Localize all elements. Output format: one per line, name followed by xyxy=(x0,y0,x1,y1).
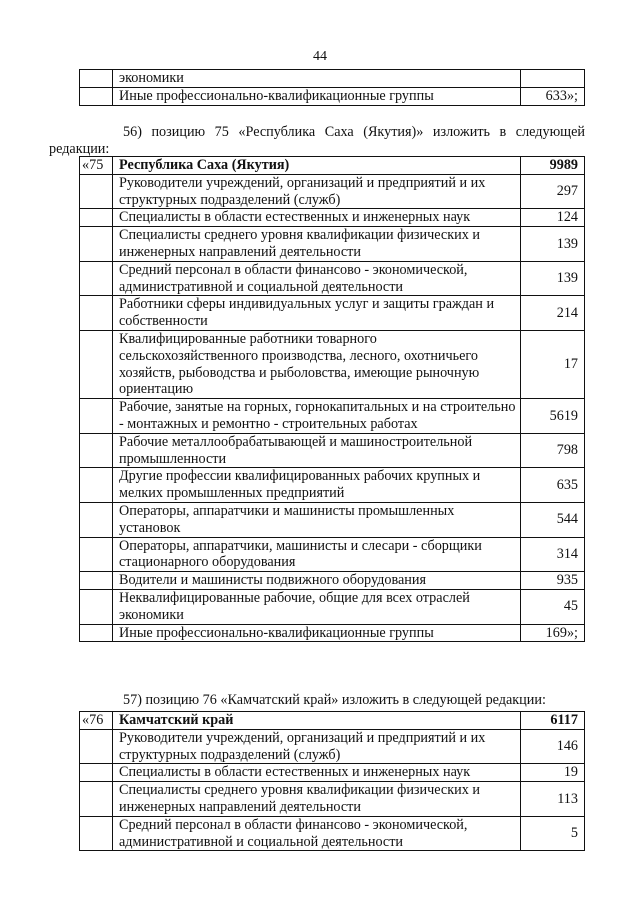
table-row xyxy=(80,589,585,624)
region-total: 6117 xyxy=(521,712,585,730)
table-row xyxy=(80,816,585,851)
paragraph-57-text: 57) позицию 76 «Камчатский край» изложить в следующей редакции: xyxy=(123,692,546,708)
table-row xyxy=(80,174,585,209)
table-row xyxy=(80,468,585,503)
value-cell xyxy=(521,70,585,88)
name-cell: Руководители учреждений, организаций и предприятий и их структурных подразделений (служб) xyxy=(113,174,521,209)
value-cell: 124 xyxy=(521,209,585,227)
name-cell: Иные профессионально-квалификационные группы xyxy=(113,624,521,642)
name-cell: Водители и машинисты подвижного оборудования xyxy=(113,572,521,590)
value-cell: 798 xyxy=(521,433,585,468)
name-cell: Другие профессии квалифицированных рабочих крупных и мелких промышленных предприятий xyxy=(113,468,521,503)
name-cell: Неквалифицированные рабочие, общие для всех отраслей экономики xyxy=(113,589,521,624)
table-row xyxy=(80,502,585,537)
name-cell: Операторы, аппаратчики и машинисты промышленных установок xyxy=(113,502,521,537)
paragraph-56-text: 56) позицию 75 «Республика Саха (Якутия)» изложить в следующей редакции: xyxy=(49,124,585,157)
table-row xyxy=(80,261,585,296)
name-cell: Специалисты в области естественных и инженерных наук xyxy=(113,764,521,782)
table-row xyxy=(80,296,585,331)
table-row xyxy=(80,782,585,817)
value-cell: 5619 xyxy=(521,399,585,434)
name-cell: Руководители учреждений, организаций и предприятий и их структурных подразделений (служб) xyxy=(113,729,521,764)
table-kamchatka xyxy=(79,711,585,851)
name-cell: Иные профессионально-квалификационные группы xyxy=(113,87,521,105)
position-code: «75 xyxy=(80,157,113,175)
value-cell: 146 xyxy=(521,729,585,764)
value-cell: 139 xyxy=(521,227,585,262)
value-cell: 635 xyxy=(521,468,585,503)
code-cell xyxy=(80,87,113,105)
value-cell: 544 xyxy=(521,502,585,537)
value-cell: 169»; xyxy=(521,624,585,642)
table-row xyxy=(80,764,585,782)
name-cell: Квалифицированные работники товарного сельскохозяйственного производства, лесного, охотничьего хозяйств, рыбоводства и рыболовства, имеющие рыночную ориентацию xyxy=(113,330,521,398)
table-row xyxy=(80,624,585,642)
table-row xyxy=(80,729,585,764)
table-header-row xyxy=(80,712,585,730)
table-header-row xyxy=(80,157,585,175)
value-cell: 935 xyxy=(521,572,585,590)
table-row xyxy=(80,537,585,572)
name-cell: Специалисты в области естественных и инженерных наук xyxy=(113,209,521,227)
table-row xyxy=(80,399,585,434)
name-cell: Рабочие металлообрабатывающей и машиностроительной промышленности xyxy=(113,433,521,468)
value-cell: 139 xyxy=(521,261,585,296)
table-sakha xyxy=(79,156,585,642)
name-cell: Операторы, аппаратчики, машинисты и слесари - сборщики стационарного оборудования xyxy=(113,537,521,572)
name-cell: Средний персонал в области финансово - экономической, административной и социальной деятельности xyxy=(113,261,521,296)
position-code: «76 xyxy=(80,712,113,730)
table-row xyxy=(80,433,585,468)
page-number: 44 xyxy=(313,49,327,64)
value-cell: 19 xyxy=(521,764,585,782)
name-cell: Специалисты среднего уровня квалификации физических и инженерных направлений деятельности xyxy=(113,782,521,817)
name-cell: экономики xyxy=(113,70,521,88)
value-cell: 314 xyxy=(521,537,585,572)
value-cell: 633»; xyxy=(521,87,585,105)
table-row xyxy=(80,70,585,88)
value-cell: 5 xyxy=(521,816,585,851)
value-cell: 214 xyxy=(521,296,585,331)
code-cell xyxy=(80,70,113,88)
region-total: 9989 xyxy=(521,157,585,175)
table-row xyxy=(80,330,585,398)
region-name: Камчатский край xyxy=(113,712,521,730)
value-cell: 297 xyxy=(521,174,585,209)
paragraph-57 xyxy=(49,692,585,709)
name-cell: Работники сферы индивидуальных услуг и защиты граждан и собственности xyxy=(113,296,521,331)
table-row xyxy=(80,87,585,105)
table-row xyxy=(80,209,585,227)
name-cell: Рабочие, занятые на горных, горнокапитальных и на строительно - монтажных и ремонтно - строительных работах xyxy=(113,399,521,434)
value-cell: 17 xyxy=(521,330,585,398)
region-name: Республика Саха (Якутия) xyxy=(113,157,521,175)
name-cell: Средний персонал в области финансово - экономической, административной и социальной деятельности xyxy=(113,816,521,851)
table-previous-continuation xyxy=(79,69,585,106)
table-row xyxy=(80,572,585,590)
table-row xyxy=(80,227,585,262)
name-cell: Специалисты среднего уровня квалификации физических и инженерных направлений деятельности xyxy=(113,227,521,262)
value-cell: 45 xyxy=(521,589,585,624)
paragraph-56 xyxy=(49,124,585,158)
value-cell: 113 xyxy=(521,782,585,817)
